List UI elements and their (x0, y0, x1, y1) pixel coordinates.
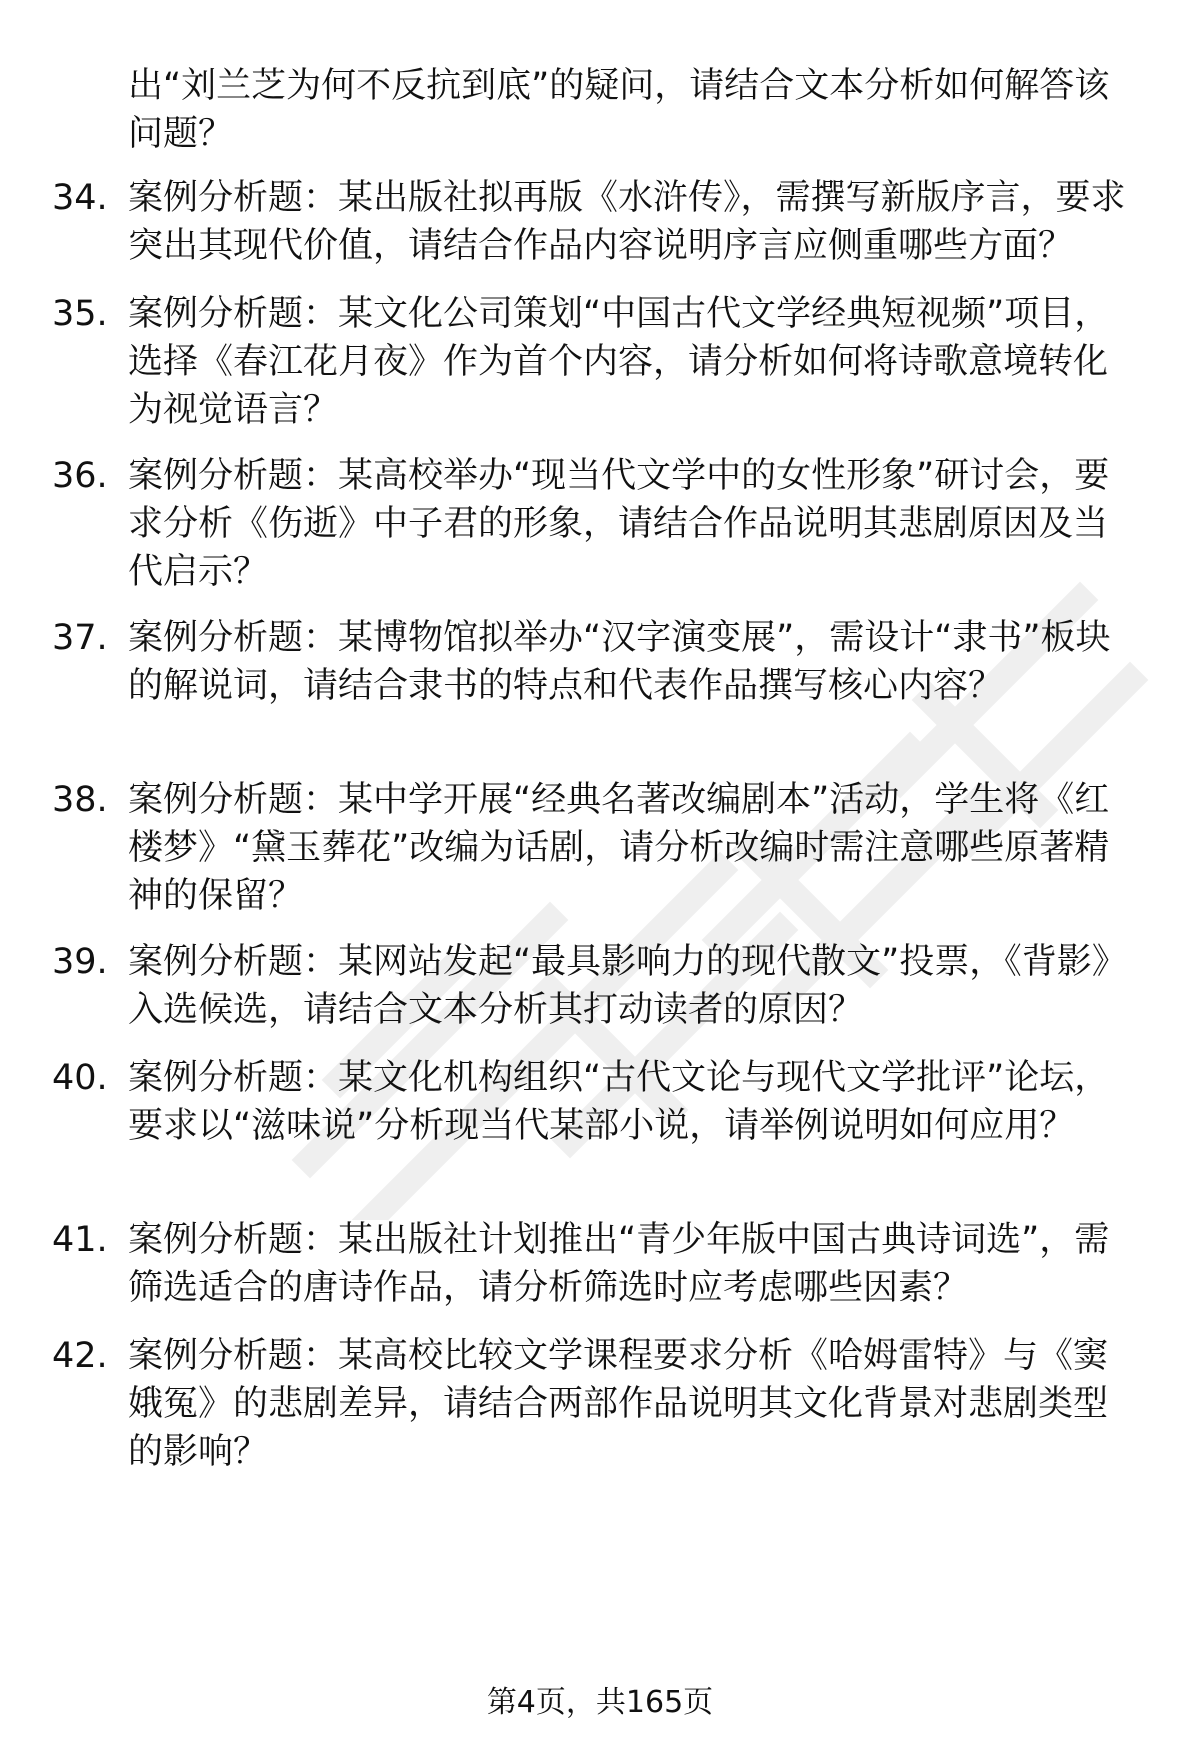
question-number: 34. (52, 178, 108, 218)
question-number: 35. (52, 294, 108, 334)
question-text: 案例分析题：某文化机构组织“古代文论与现代文学批评”论坛，要求以“滋味说”分析现当代某部小说，请举例说明如何应用？ (128, 1058, 1110, 1146)
question-number: 42. (52, 1336, 108, 1376)
question-text: 案例分析题：某博物馆拟举办“汉字演变展”，需设计“隶书”板块的解说词，请结合隶书的特点和代表作品撰写核心内容？ (128, 618, 1111, 706)
question-number: 36. (52, 456, 108, 496)
question-number: 40. (52, 1058, 108, 1098)
question-text: 案例分析题：某出版社拟再版《水浒传》，需撰写新版序言，要求突出其现代价值，请结合作品内容说明序言应侧重哪些方面？ (128, 178, 1126, 266)
question-number: 37. (52, 618, 108, 658)
question-text: 案例分析题：某网站发起“最具影响力的现代散文”投票，《背影》入选候选，请结合文本分析其打动读者的原因？ (128, 942, 1127, 1030)
page-footer: 第4页，共165页 (486, 1685, 714, 1720)
question-number: 38. (52, 780, 108, 820)
question-text: 案例分析题：某高校举办“现当代文学中的女性形象”研讨会，要求分析《伤逝》中子君的形象，请结合作品说明其悲剧原因及当代启示？ (128, 456, 1110, 592)
question-continuation-text: 出“刘兰芝为何不反抗到底”的疑问，请结合文本分析如何解答该问题？ (128, 66, 1110, 154)
question-number: 39. (52, 942, 108, 982)
question-text: 案例分析题：某文化公司策划“中国古代文学经典短视频”项目，选择《春江花月夜》作为首个内容，请分析如何将诗歌意境转化为视觉语言？ (128, 294, 1110, 430)
question-number: 41. (52, 1220, 108, 1260)
question-text: 案例分析题：某高校比较文学课程要求分析《哈姆雷特》与《窦娥冤》的悲剧差异，请结合两部作品说明其文化背景对悲剧类型的影响？ (128, 1336, 1109, 1472)
question-text: 案例分析题：某出版社计划推出“青少年版中国古典诗词选”，需筛选适合的唐诗作品，请分析筛选时应考虑哪些因素？ (128, 1220, 1110, 1308)
question-text: 案例分析题：某中学开展“经典名著改编剧本”活动，学生将《红楼梦》“黛玉葬花”改编为话剧，请分析改编时需注意哪些原著精神的保留？ (128, 780, 1110, 916)
